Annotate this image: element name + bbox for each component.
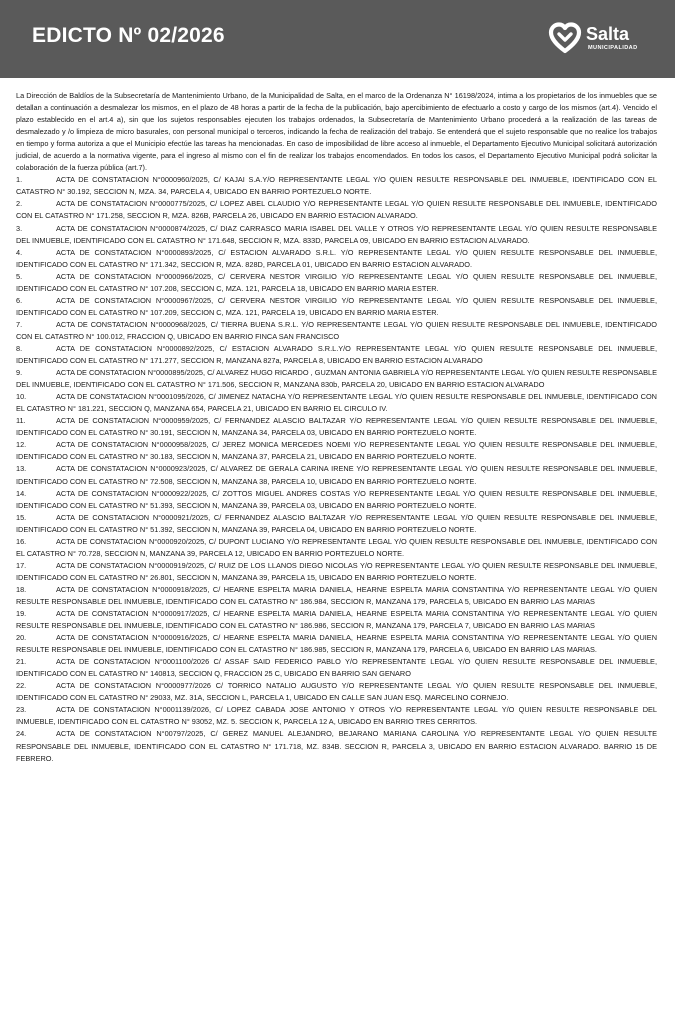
item-text: ACTA DE CONSTATACION N°0000968/2025, C/ TIERRA BUENA S.R.L. Y/O REPRESENTANTE LEGAL Y/O QUIEN RESULTE RESPONSABLE DEL INMUEBLE, IDENTIFICADO CON EL CATASTRO N° 100.012, FRACCION Q, UBICADO EN BARRIO FINCA SAN FRANCISCO — [16, 319, 657, 341]
list-item — [16, 680, 657, 704]
item-number: 1. — [16, 175, 23, 185]
item-text: ACTA DE CONSTATACION N°0000959/2025, C/ FERNANDEZ ALASCIO BALTAZAR Y/O REPRESENTANTE LEGAL Y/O QUIEN RESULTE RESPONSABLE DEL INMUEBLE, IDENTIFICADO CON EL CATASTRO N° 30.191, SECCION N, MANZANA 34, PARCELA 03, UBICADO EN BARRIO PORTEZUELO NORTE. — [16, 416, 657, 438]
item-number: 4. — [16, 247, 23, 257]
logo-wordmark: Salta — [586, 24, 630, 44]
item-number: 21. — [16, 657, 27, 667]
item-text: ACTA DE CONSTATACION N°0000874/2025, C/ DIAZ CARRASCO MARIA ISABEL DEL VALLE Y OTROS Y/O REPRESENTANTE LEGAL Y/O QUIEN RESULTE RESPONSABLE DEL INMUEBLE, IDENTIFICADO CON EL CATASTRO N° 171.648, SECCION R, MZA. 833D, PARCELA 09, UBICADO EN BARRIO ESTACION ALVARADO. — [16, 223, 657, 245]
list-item — [16, 439, 657, 463]
item-number: 13. — [16, 464, 27, 474]
item-text: ACTA DE CONSTATACION N°0001139/2026, C/ LOPEZ CABADA JOSE ANTONIO Y OTROS Y/O REPRESENTANTE LEGAL Y/O QUIEN RESULTE RESPONSABLE DEL INMUEBLE, IDENTIFICADO CON EL CATASTRO N° 93052, MZ. 5. SECCION K, PARCELA 12 A, UBICADO EN BARRIO TRES CERRITOS. — [16, 705, 657, 727]
list-item — [16, 584, 657, 608]
item-text: ACTA DE CONSTATACION N°0000895/2025, C/ ALVAREZ HUGO RICARDO , GUZMAN ANTONIA GABRIELA Y/O REPRESENTANTE LEGAL Y/O QUIEN RESULTE RESPONSABLE DEL INMUEBLE, IDENTIFICADO CON EL CATASTRO N° 171.506, SECCION R, MANZANA 830b, PARCELA 20, UBICADO EN BARRIO ESTACION ALVARADO — [16, 368, 657, 390]
list-item — [16, 391, 657, 415]
item-text: ACTA DE CONSTATACION N°00797/2025, C/ GEREZ MANUEL ALEJANDRO, BEJARANO MARIANA CAROLINA Y/O REPRESENTANTE LEGAL Y/O QUIEN RESULTE RESPONSABLE DEL INMUEBLE, IDENTIFICADO CON EL CATASTRO N° 171.718, MZ. 834B. SECCION R, PARCELA 3, UBICADO EN BARRIO ESTACION ALVARADO. BARRIO 15 DE FEBRERO. — [16, 729, 657, 763]
item-number: 3. — [16, 223, 23, 233]
item-number: 8. — [16, 343, 23, 353]
intro-paragraph: La Dirección de Baldíos de la Subsecretaría de Mantenimiento Urbano, de la Municipalidad de Salta, en el marco de la Ordenanza N° 16198/2024, intima a los propietarios de los inmuebles que se detallan a continuación a desmalezar los mismos, en el plazo de 48 horas a partir de la fecha de la publicación, bajo apercibimiento de efectuarlo a costo y cargo de los mismos (art.4). Vencido el plazo establecido en el art.4 a), sin que los sujetos responsables ejecuten los trabajos ordenados, la Subsecretaría de Mantenimiento Urbano procederá a la realización de las tareas de desmalezado y /o limpieza de micro basurales, con personal municipal o terceros, indicando la fecha de realización del trabajo. Se entenderá que el sujeto responsable que no realice los trabajos en tiempo y forma autoriza a que el Municipio efectúe las tareas ha mencionadas. En caso de imposibilidad de libre acceso al inmueble, el Departamento Ejecutivo Municipal solicitará autorización judicial, de acuerdo a la normativa vigente, para el ingreso al mismo con el fin de realizar los trabajos encomendados. En todos los casos, el Departamento Ejecutivo Municipal podrá solicitar la colaboración de la fuerza pública (art.7). — [16, 91, 657, 173]
item-text: ACTA DE CONSTATACION N°0000923/2025, C/ ALVAREZ DE GERALA CARINA IRENE Y/O REPRESENTANTE LEGAL Y/O QUIEN RESULTE RESPONSABLE DEL INMUEBLE, IDENTIFICADO CON EL CATASTRO N° 72.508, SECCION N, MANZANA 38, PARCELA 10, UBICADO EN BARRIO PORTEZUELO NORTE. — [16, 464, 657, 486]
salta-municipality-logo — [548, 22, 652, 56]
item-number: 19. — [16, 609, 27, 619]
list-item — [16, 728, 657, 764]
item-number: 9. — [16, 368, 23, 378]
list-item — [16, 319, 657, 343]
acta-list — [16, 174, 657, 764]
item-text: ACTA DE CONSTATACION N°0000917/2025, C/ HEARNE ESPELTA MARIA DANIELA, HEARNE ESPELTA MARIA CONSTANTINA Y/O REPRESENTANTE LEGAL Y/O QUIEN RESULTE RESPONSABLE DEL INMUEBLE, IDENTIFICADO CON EL CATASTRO N° 186.986, SECCION R, MANZANA 179, PARCELA 7, UBICADO EN BARRIO LAS MARIAS — [16, 609, 657, 631]
item-text: ACTA DE CONSTATACION N°0000977/2026 C/ TORRICO NATALIO AUGUSTO Y/O REPRESENTANTE LEGAL Y/O QUIEN RESULTE RESPONSABLE DEL INMUEBLE, IDENTIFICADO CON EL CATASTRO N° 29033, MZ. 31A, SECCION L, PARCELA 1, UBICADO EN CALLE SAN JUAN ESQ. MARCELINO CORNEJO. — [16, 681, 657, 703]
item-text: ACTA DE CONSTATACION N°0001095/2026, C/ JIMENEZ NATACHA Y/O REPRESENTANTE LEGAL Y/O QUIEN RESULTE RESPONSABLE DEL INMUEBLE, IDENTIFICADO CON EL CATASTRO N° 181.221, SECCION Q, MANZANA 654, PARCELA 21, UBICADO EN BARRIO EL CIRCULO IV. — [16, 392, 657, 414]
list-item — [16, 415, 657, 439]
item-text: ACTA DE CONSTATACION N°0000775/2025, C/ LOPEZ ABEL CLAUDIO Y/O REPRESENTANTE LEGAL Y/O QUIEN RESULTE RESPONSABLE DEL INMUEBLE, IDENTIFICADO CON EL CATASTRO N° 171.258, SECCION R, MZA. 826B, PARCELA 26, UBICADO EN BARRIO ESTACION ALVARADO. — [16, 199, 657, 221]
list-item — [16, 463, 657, 487]
list-item — [16, 560, 657, 584]
item-text: ACTA DE CONSTATACION N°0000919/2025, C/ RUIZ DE LOS LLANOS DIEGO NICOLAS Y/O REPRESENTANTE LEGAL Y/O QUIEN RESULTE RESPONSABLE DEL INMUEBLE, IDENTIFICADO CON EL CATASTRO N° 26.801, SECCION N, MANZANA 39, PARCELA 15, UBICADO EN BARRIO PORTEZUELO NORTE. — [16, 560, 657, 582]
heart-logo-icon — [548, 22, 582, 54]
item-text: ACTA DE CONSTATACION N°0000958/2025, C/ JEREZ MONICA MERCEDES NOEMI Y/O REPRESENTANTE LEGAL Y/O QUIEN RESULTE RESPONSABLE DEL INMUEBLE, IDENTIFICADO CON EL CATASTRO N° 30.183, SECCION N, MANZANA 37, PARCELA 21, UBICADO EN BARRIO PORTEZUELO NORTE. — [16, 440, 657, 462]
item-text: ACTA DE CONSTATACION N°0000916/2025, C/ HEARNE ESPELTA MARIA DANIELA, HEARNE ESPELTA MARIA CONSTANTINA Y/O REPRESENTANTE LEGAL Y/O QUIEN RESULTE RESPONSABLE DEL INMUEBLE, IDENTIFICADO CON EL CATASTRO N° 186.985, SECCION R, MANZANA 179, PARCELA 6, UBICADO EN BARRIO LAS MARIAS. — [16, 633, 657, 655]
list-item — [16, 295, 657, 319]
item-text: ACTA DE CONSTATACION N°0000922/2025, C/ ZOTTOS MIGUEL ANDRES COSTAS Y/O REPRESENTANTE LEGAL Y/O QUIEN RESULTE RESPONSABLE DEL INMUEBLE, IDENTIFICADO CON EL CATASTRO N° 51.393, SECCION N, MANZANA 39, PARCELA 03, UBICADO EN BARRIO PORTEZUELO NORTE. — [16, 488, 657, 510]
item-number: 11. — [16, 416, 26, 426]
item-number: 18. — [16, 584, 27, 594]
item-text: ACTA DE CONSTATACION N°0000966/2025, C/ CERVERA NESTOR VIRGILIO Y/O REPRESENTANTE LEGAL Y/O QUIEN RESULTE RESPONSABLE DEL INMUEBLE, IDENTIFICADO CON EL CATASTRO N° 107.208, SECCION C, MZA. 121, PARCELA 18, UBICADO EN BARRIO MARIA ESTER. — [16, 271, 657, 293]
item-number: 7. — [16, 319, 23, 329]
item-number: 23. — [16, 705, 27, 715]
list-item — [16, 343, 657, 367]
list-item — [16, 271, 657, 295]
item-number: 17. — [16, 560, 27, 570]
list-item — [16, 632, 657, 656]
item-number: 22. — [16, 681, 27, 691]
item-number: 15. — [16, 512, 27, 522]
list-item — [16, 536, 657, 560]
item-text: ACTA DE CONSTATACION N°0000967/2025, C/ CERVERA NESTOR VIRGILIO Y/O REPRESENTANTE LEGAL Y/O QUIEN RESULTE RESPONSABLE DEL INMUEBLE, IDENTIFICADO CON EL CATASTRO N° 107.209, SECCION C, MZA. 121, PARCELA 19, UBICADO EN BARRIO MARIA ESTER. — [16, 295, 657, 317]
item-number: 20. — [16, 633, 27, 643]
item-number: 2. — [16, 199, 23, 209]
list-item — [16, 704, 657, 728]
item-text: ACTA DE CONSTATACION N°0000918/2025, C/ HEARNE ESPELTA MARIA DANIELA, HEARNE ESPELTA MARIA CONSTANTINA Y/O REPRESENTANTE LEGAL Y/O QUIEN RESULTE RESPONSABLE DEL INMUEBLE, IDENTIFICADO CON EL CATASTRO N° 186.984, SECCION R, MANZANA 179, PARCELA 5, UBICADO EN BARRIO LAS MARIAS — [16, 584, 657, 606]
list-item — [16, 488, 657, 512]
item-number: 14. — [16, 488, 27, 498]
item-number: 16. — [16, 536, 27, 546]
list-item — [16, 608, 657, 632]
list-item — [16, 656, 657, 680]
edict-title: EDICTO Nº 02/2026 — [32, 24, 225, 47]
item-text: ACTA DE CONSTATACION N°0000920/2025, C/ DUPONT LUCIANO Y/O REPRESENTANTE LEGAL Y/O QUIEN RESULTE RESPONSABLE DEL INMUEBLE, IDENTIFICADO CON EL CATASTRO N° 70.728, SECCION N, MANZANA 39, PARCELA 12, UBICADO EN BARRIO PORTEZUELO NORTE. — [16, 536, 657, 558]
item-text: ACTA DE CONSTATACION N°0001100/2026 C/ ASSAF SAID FEDERICO PABLO Y/O REPRESENTANTE LEGAL Y/O QUIEN RESULTE RESPONSABLE DEL INMUEBLE, IDENTIFICADO CON EL CATASTRO N° 140813, SECCION Q, FRACCION 25 C, UBICADO EN BARRIO SAN GENARO — [16, 657, 657, 679]
list-item — [16, 247, 657, 271]
item-number: 24. — [16, 729, 27, 739]
item-text: ACTA DE CONSTATACION N°0000921/2025, C/ FERNANDEZ ALASCIO BALTAZAR Y/O REPRESENTANTE LEGAL Y/O QUIEN RESULTE RESPONSABLE DEL INMUEBLE, IDENTIFICADO CON EL CATASTRO N° 51.392, SECCION N, MANZANA 39, PARCELA 04, UBICADO EN BARRIO PORTEZUELO NORTE. — [16, 512, 657, 534]
list-item — [16, 223, 657, 247]
list-item — [16, 367, 657, 391]
edict-body — [16, 90, 657, 765]
item-number: 6. — [16, 295, 23, 305]
item-number: 12. — [16, 440, 27, 450]
item-text: ACTA DE CONSTATACION N°0000893/2025, C/ ESTACION ALVARADO S.R.L. Y/O REPRESENTANTE LEGAL Y/O QUIEN RESULTE RESPONSABLE DEL INMUEBLE, IDENTIFICADO CON EL CATASTRO N° 171.342, SECCION R, MZA. 828D, PARCELA 01, UBICADO EN BARRIO ESTACION ALVARADO. — [16, 247, 657, 269]
list-item — [16, 198, 657, 222]
item-text: ACTA DE CONSTATACION N°0000960/2025, C/ KAJAI S.A.Y/O REPRESENTANTE LEGAL Y/O QUIEN RESULTE RESPONSABLE DEL INMUEBLE, IDENTIFICADO CON EL CATASTRO N° 30.192, SECCION N, MZA. 34, PARCELA 4, UBICADO EN BARRIO PORTEZUELO NORTE. — [16, 175, 657, 197]
list-item — [16, 174, 657, 198]
header-bar — [0, 0, 675, 78]
logo-subtitle: MUNICIPALIDAD — [588, 45, 638, 51]
item-number: 5. — [16, 271, 23, 281]
list-item — [16, 512, 657, 536]
item-number: 10. — [16, 392, 27, 402]
item-text: ACTA DE CONSTATACION N°0000892/2025, C/ ESTACION ALVARADO S.R.L.Y/O REPRESENTANTE LEGAL Y/O QUIEN RESULTE RESPONSABLE DEL INMUEBLE, IDENTIFICADO CON EL CATASTRO N° 171.277, SECCION R, MANZANA 827a, PARCELA 8, UBICADO EN BARRIO ESTACION ALVARADO — [16, 343, 657, 366]
